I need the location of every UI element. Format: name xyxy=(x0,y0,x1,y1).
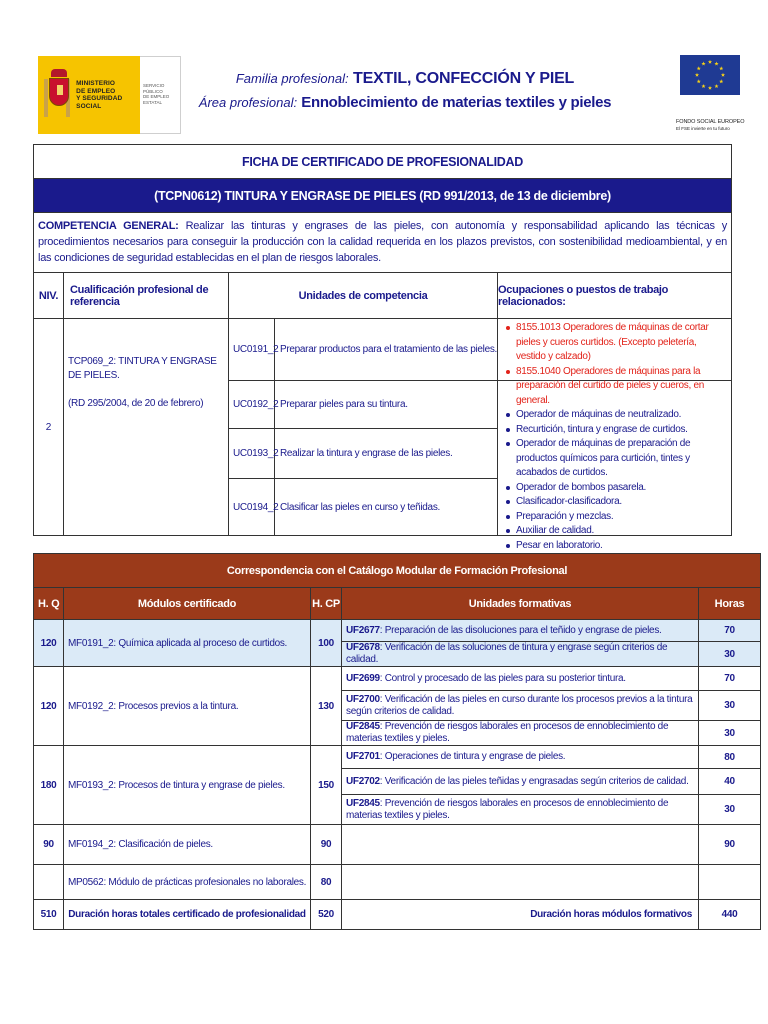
eu-star-icon xyxy=(714,84,718,88)
unidad-formativa xyxy=(342,691,699,721)
uf-text: : Prevención de riesgos laborales en procesos de ennoblecimiento de materias textiles y pieles. xyxy=(346,797,669,821)
modulo-row xyxy=(34,667,761,691)
bullet-icon xyxy=(500,524,516,539)
uf-text: : Control y procesado de las pieles para su posterior tintura. xyxy=(379,672,626,684)
bullet-icon xyxy=(500,510,516,525)
ocupacion-item xyxy=(500,495,727,510)
bullet-icon xyxy=(500,365,516,409)
col-modulos: Módulos certificado xyxy=(64,588,311,620)
modulo-row xyxy=(34,620,761,642)
eu-fund-name: FONDO SOCIAL EUROPEO xyxy=(676,119,745,125)
correspondencia-caption-row xyxy=(34,554,761,588)
totals-row xyxy=(34,900,761,930)
uf-horas: 30 xyxy=(699,795,761,825)
modulo-hcp: 100 xyxy=(311,620,342,667)
unidad-formativa xyxy=(342,769,699,795)
correspondencia-table xyxy=(33,553,761,930)
eu-logo xyxy=(676,55,745,131)
certificate-code: (TCPN0612) TINTURA Y ENGRASE DE PIELES (RD 991/2013, de 13 de diciembre) xyxy=(34,179,731,213)
area-label: Área profesional: xyxy=(198,95,298,110)
modulo-hq: 120 xyxy=(34,620,64,667)
col-niv: NIV. xyxy=(34,273,64,318)
modulo-hq: 180 xyxy=(34,746,64,825)
ocupacion-text: Auxiliar de calidad. xyxy=(516,525,594,536)
area-value: Ennoblecimiento de materias textiles y pieles xyxy=(301,94,612,111)
uf-text: : Verificación de las pieles en curso durante los procesos previos a la tintura según criterios de calidad. xyxy=(346,693,693,717)
eu-star-icon xyxy=(697,79,701,83)
cualificacion-name: TCP069_2: TINTURA Y ENGRASE DE PIELES. xyxy=(68,356,217,381)
uf-code: UF2700 xyxy=(346,693,380,705)
col-unidades: Unidades de competencia xyxy=(229,273,498,318)
eu-star-icon xyxy=(695,73,699,77)
ocupacion-text: Recurtición, tintura y engrase de curtidos. xyxy=(516,423,688,435)
uc-row xyxy=(229,381,497,429)
ministry-logo-yellow xyxy=(38,56,140,134)
eu-star-icon xyxy=(719,66,723,70)
unidad-formativa xyxy=(342,795,699,825)
familia-profesional xyxy=(180,70,630,88)
ministry-name: MINISTERIO DE EMPLEO Y SEGURIDAD SOCIAL xyxy=(76,80,123,110)
uf-code: UF2678 xyxy=(346,642,380,653)
modulo-name: MP0562: Módulo de prácticas profesionales no laborales. xyxy=(64,865,311,900)
ocupacion-text: Preparación y mezclas. xyxy=(516,510,614,522)
ocupacion-item xyxy=(500,510,727,525)
modulo-horas xyxy=(699,865,761,900)
unidad-formativa xyxy=(342,620,699,642)
col-unidades-formativas: Unidades formativas xyxy=(342,588,699,620)
uc-row xyxy=(229,429,497,479)
uf-code: UF2699 xyxy=(346,672,380,684)
bullet-icon xyxy=(500,495,516,510)
modulo-horas: 90 xyxy=(699,825,761,865)
nivel-value: 2 xyxy=(34,319,64,535)
familia-value: TEXTIL, CONFECCIÓN Y PIEL xyxy=(353,70,575,87)
cualificacion-cell xyxy=(64,319,229,535)
eu-star-icon xyxy=(708,86,712,90)
competencia-text: Realizar las tinturas y engrases de las pieles, con autonomía y responsabilidad aplicando las técnicas y procedimientos necesarios para conseguir la producción con la calidad requerida en los plazos previstos, con sostenibilidad medioambiental, y en las condiciones de seguridad establecidas en el plan de riesgos laborales. xyxy=(38,220,728,264)
ficha-title: FICHA DE CERTIFICADO DE PROFESIONALIDAD xyxy=(34,145,731,179)
modulo-name: MF0194_2: Clasificación de pieles. xyxy=(64,825,311,865)
ocupacion-text: Pesar en laboratorio. xyxy=(516,539,603,551)
uf-code: UF2677 xyxy=(346,624,380,636)
eu-star-icon xyxy=(719,79,723,83)
bullet-icon xyxy=(500,408,516,423)
uc-code: UC0191_2 xyxy=(229,319,275,380)
eu-star-icon xyxy=(697,66,701,70)
ocupacion-text: 8155.1040 Operadores de máquinas para la preparación del curtido de pieles y cueros, en general. xyxy=(516,365,704,406)
ocupacion-item xyxy=(500,321,727,365)
modulo-hcp: 80 xyxy=(311,865,342,900)
uc-desc: Preparar pieles para su tintura. xyxy=(280,399,408,410)
uf-horas: 70 xyxy=(699,667,761,691)
col-horas: Horas xyxy=(699,588,761,620)
col-ocupaciones: Ocupaciones o puestos de trabajo relacionados: xyxy=(498,283,669,308)
bullet-icon xyxy=(500,423,516,438)
modulo-hq: 120 xyxy=(34,667,64,746)
bullet-icon xyxy=(500,481,516,496)
total-label: Duración horas totales certificado de profesionalidad xyxy=(64,900,311,930)
eu-fund-slogan: El FSE invierte en tu futuro xyxy=(676,126,730,131)
uc-row xyxy=(229,479,497,535)
total-modulos-horas: 440 xyxy=(699,900,761,930)
ocupacion-item xyxy=(500,524,727,539)
unidades-list xyxy=(229,319,498,535)
uf-code: UF2702 xyxy=(346,775,380,787)
service-name: SERVICIO PÚBLICO DE EMPLEO ESTATAL xyxy=(140,56,181,134)
area-profesional xyxy=(180,94,630,111)
uc-code: UC0193_2 xyxy=(229,429,275,478)
total-hcp: 520 xyxy=(311,900,342,930)
ocupacion-item xyxy=(500,365,727,409)
bullet-icon xyxy=(500,437,516,481)
bullet-icon xyxy=(500,321,516,365)
modulo-hcp: 90 xyxy=(311,825,342,865)
eu-star-icon xyxy=(708,60,712,64)
correspondencia-caption: Correspondencia con el Catálogo Modular de Formación Profesional xyxy=(34,554,761,588)
unidad-formativa-empty xyxy=(342,865,699,900)
uc-table-body xyxy=(34,319,731,551)
uf-text: : Verificación de las pieles teñidas y engrasadas según criterios de calidad. xyxy=(379,775,689,787)
eu-star-icon xyxy=(714,62,718,66)
uf-code: UF2845 xyxy=(346,721,380,732)
eu-star-icon xyxy=(701,84,705,88)
modulo-hcp: 150 xyxy=(311,746,342,825)
uf-text: : Verificación de las soluciones de tintura y engrase según criterios de calidad. xyxy=(346,642,668,665)
ocupacion-text: 8155.1013 Operadores de máquinas de cortar pieles y cueros curtidos. (Excepto peletería, vestido y calzado) xyxy=(516,322,709,362)
uf-horas: 70 xyxy=(699,620,761,642)
ocupacion-item xyxy=(500,423,727,438)
uc-row xyxy=(229,319,497,381)
ocupaciones-cell xyxy=(498,319,731,551)
uc-desc: Clasificar las pieles en curso y teñidas. xyxy=(280,501,441,513)
uf-code: UF2701 xyxy=(346,751,380,762)
col-hcp: H. CP xyxy=(311,588,342,620)
competencia-label: COMPETENCIA GENERAL: xyxy=(38,220,179,232)
uf-text: : Operaciones de tintura y engrase de pieles. xyxy=(379,751,566,762)
ocupacion-item xyxy=(500,408,727,423)
uf-horas: 80 xyxy=(699,746,761,769)
uf-horas: 30 xyxy=(699,642,761,667)
uf-horas: 40 xyxy=(699,769,761,795)
uc-code: UC0194_2 xyxy=(229,479,275,535)
modulo-name: MF0193_2: Procesos de tintura y engrase de pieles. xyxy=(64,746,311,825)
modulo-row xyxy=(34,746,761,769)
total-modulos-label: Duración horas módulos formativos xyxy=(342,900,699,930)
ficha-table xyxy=(33,144,732,551)
col-cualificacion: Cualificación profesional de referencia xyxy=(64,273,229,318)
ocupacion-text: Operador de máquinas de preparación de productos químicos para curtición, tintes y acabados de curtidos. xyxy=(516,438,691,478)
modulo-row xyxy=(34,865,761,900)
ocupacion-item xyxy=(500,437,727,481)
uf-text: : Prevención de riesgos laborales en procesos de ennoblecimiento de materias textiles y pieles. xyxy=(346,721,669,744)
modulo-hcp: 130 xyxy=(311,667,342,746)
ocupacion-item xyxy=(500,539,727,554)
ministry-logo xyxy=(38,56,181,134)
uf-horas: 30 xyxy=(699,721,761,746)
bullet-icon xyxy=(500,539,516,554)
competencia-general xyxy=(34,213,731,273)
modulo-name: MF0192_2: Procesos previos a la tintura. xyxy=(64,667,311,746)
ocupacion-text: Operador de bombos pasarela. xyxy=(516,481,647,493)
uf-text: : Preparación de las disoluciones para el teñido y engrase de pieles. xyxy=(379,624,662,636)
ocupacion-text: Operador de máquinas de neutralizado. xyxy=(516,409,682,420)
uc-desc: Preparar productos para el tratamiento de las pieles. xyxy=(280,344,498,355)
col-hq: H. Q xyxy=(34,588,64,620)
title-block xyxy=(180,70,630,111)
ocupaciones-list xyxy=(498,319,731,553)
unidad-formativa xyxy=(342,642,699,667)
unidad-formativa xyxy=(342,746,699,769)
modulo-name: MF0191_2: Química aplicada al proceso de curtidos. xyxy=(64,620,311,667)
unidad-formativa-empty xyxy=(342,825,699,865)
ocupacion-item xyxy=(500,481,727,496)
uf-horas: 30 xyxy=(699,691,761,721)
ocupacion-text: Clasificador-clasificadora. xyxy=(516,496,622,507)
uc-code: UC0192_2 xyxy=(229,381,275,428)
cualificacion-ref: (RD 295/2004, de 20 de febrero) xyxy=(68,398,204,409)
uc-table-header xyxy=(34,273,731,319)
total-hq: 510 xyxy=(34,900,64,930)
eu-star-icon xyxy=(721,73,725,77)
modulo-hq xyxy=(34,865,64,900)
unidad-formativa xyxy=(342,667,699,691)
uc-desc: Realizar la tintura y engrase de las pieles. xyxy=(280,448,453,459)
modulo-row xyxy=(34,825,761,865)
eu-star-icon xyxy=(701,62,705,66)
unidad-formativa xyxy=(342,721,699,746)
coat-of-arms-icon xyxy=(44,69,70,121)
uf-code: UF2845 xyxy=(346,797,380,809)
familia-label: Familia profesional: xyxy=(235,71,349,86)
correspondencia-header xyxy=(34,588,761,620)
modulo-hq: 90 xyxy=(34,825,64,865)
eu-flag-icon xyxy=(680,55,740,95)
